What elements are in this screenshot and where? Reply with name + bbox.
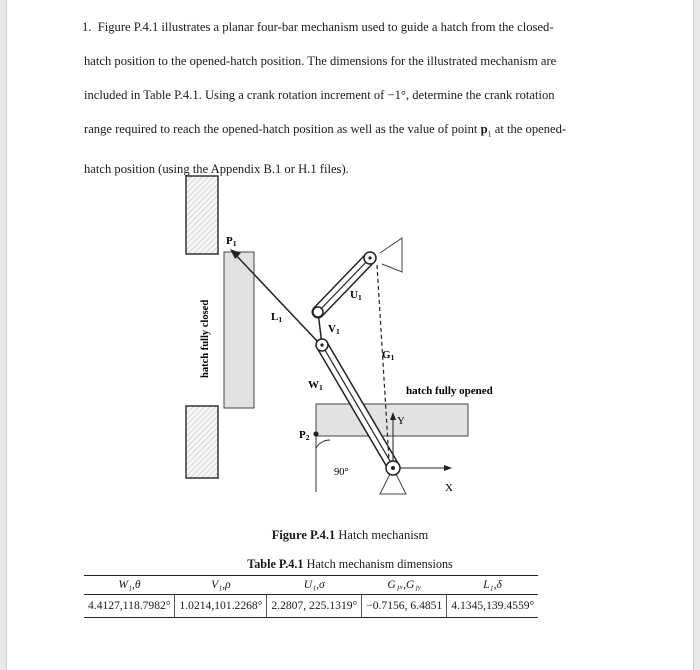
table-header-row (84, 576, 538, 595)
label-l1: L1 (271, 311, 283, 324)
label-w1: W1 (308, 379, 323, 392)
table-cell: −0.7156, 6.4851 (362, 595, 447, 618)
problem-statement (84, 10, 644, 186)
x-axis-label: X (445, 482, 453, 494)
problem-line-3: included in Table P.4.1. Using a crank rotation increment of −1°, determine the crank rotation (84, 88, 555, 102)
hatch-closed-label: hatch fully closed (200, 299, 211, 378)
hatch-mechanism-figure (160, 168, 540, 508)
table-cell: 2.2807, 225.1319° (267, 595, 362, 618)
label-v1: V1 (328, 323, 340, 336)
point-p2 (313, 431, 318, 436)
table-header: W₁,θ (84, 576, 175, 595)
label-u1: U1 (350, 289, 362, 302)
table-header: U₁,σ (267, 576, 362, 595)
joint-u1-top-center (368, 256, 371, 259)
upper-wall (186, 176, 218, 254)
joint-v1-top (313, 307, 323, 317)
figure-caption: Figure P.4.1 Hatch mechanism (271, 528, 429, 542)
problem-line-4: range required to reach the opened-hatch position as well as the value of point $p_1$ at the opened- (84, 122, 567, 139)
table-header: L₁,δ (447, 576, 538, 595)
table-title: Table P.4.1 Hatch mechanism dimensions (247, 557, 453, 571)
label-p1: P1 (226, 235, 237, 248)
link-u1 (318, 258, 370, 312)
lower-wall (186, 406, 218, 478)
table-cell: 4.4127,118.7982° (84, 595, 175, 618)
table-row (84, 595, 538, 618)
problem-line-2: hatch position to the opened-hatch position. The dimensions for the illustrated mechanism are (84, 54, 557, 68)
label-g1: G1 (382, 349, 395, 362)
upper-ground-support (380, 238, 402, 272)
joint-origin-center (391, 466, 395, 470)
y-axis-label: Y (397, 415, 405, 427)
hatch-opened-label: hatch fully opened (406, 385, 493, 397)
table-header: G₁ₓ,G₁ᵧ (362, 576, 447, 595)
x-axis-arrow (444, 465, 452, 471)
table-cell: 4.1345,139.4559° (447, 595, 538, 618)
hatch-closed (224, 252, 254, 408)
table-cell: 1.0214,101.2268° (175, 595, 267, 618)
table-header: V₁,ρ (175, 576, 267, 595)
angle-label: 90° (334, 467, 349, 478)
dimensions-table (84, 575, 538, 618)
problem-number: 1. (82, 20, 92, 34)
problem-line-1: 1. Figure P.4.1 illustrates a planar four-bar mechanism used to guide a hatch from the closed- (82, 20, 554, 34)
problem-line-5: hatch position (using the Appendix B.1 or H.1 files). (84, 161, 349, 176)
angle-arc (316, 440, 330, 448)
label-p2: P2 (299, 429, 310, 442)
joint-w1-top-center (320, 343, 323, 346)
